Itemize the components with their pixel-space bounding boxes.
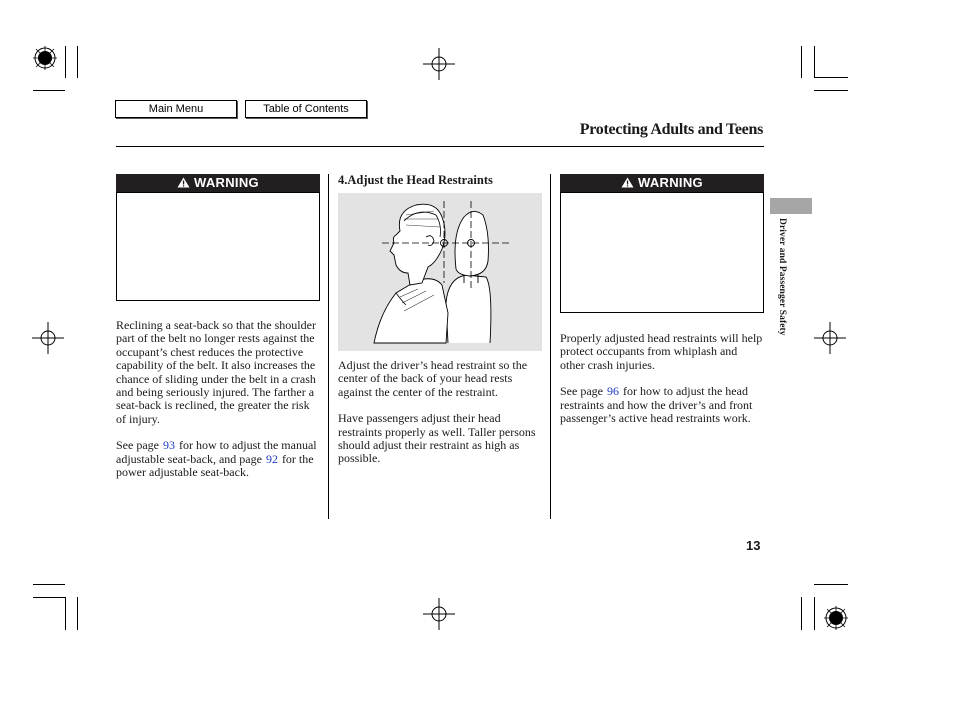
- see-page-text: for how to adjust the manual adjustable seat-back, and page: [116, 438, 317, 466]
- see-page-paragraph: [116, 439, 320, 479]
- warning-label: WARNING: [193, 175, 259, 190]
- warning-label: WARNING: [637, 175, 703, 190]
- page-92-link[interactable]: 92: [265, 451, 278, 466]
- warning-box: [560, 192, 764, 313]
- page-93-link[interactable]: 93: [162, 438, 175, 453]
- header-rule: [116, 146, 764, 147]
- column-1-text: [116, 319, 320, 492]
- recline-warning-paragraph: Reclining a seat-back so that the shoulder part of the belt no longer rests against the occupant’s chest reduces the protective capability of the belt. It also increases the chance of sliding under the belt in a crash and being seriously injured. The farther a seat-back is reclined, the greater the risk of injury.: [116, 318, 316, 426]
- column-divider: [550, 174, 551, 519]
- column-3-text: [560, 332, 764, 438]
- main-menu-button[interactable]: Main Menu: [115, 100, 237, 118]
- page-96-link[interactable]: 96: [606, 384, 619, 399]
- see-page-text: for how to adjust the head restraints and how the driver’s and front passenger’s active head restraints work.: [560, 384, 753, 426]
- see-page-text-end: for the power adjustable seat-back.: [116, 451, 314, 480]
- warning-triangle-icon: [621, 175, 638, 190]
- head-restraint-illustration: [338, 193, 542, 351]
- column-divider: [328, 174, 329, 519]
- see-page-label: See page: [560, 384, 603, 399]
- crosshair-mark-icon: [423, 48, 455, 80]
- head-restraint-drawing: [338, 193, 542, 351]
- whiplash-paragraph: Properly adjusted head restraints will help protect occupants from whiplash and other crash injuries.: [560, 331, 763, 372]
- see-page-label: See page: [116, 438, 159, 453]
- see-page-paragraph: [560, 385, 764, 425]
- registration-mark-icon: [824, 606, 848, 630]
- warning-banner: [116, 174, 320, 192]
- warning-banner: [560, 174, 764, 192]
- crosshair-mark-icon: [423, 598, 455, 630]
- table-of-contents-button[interactable]: Table of Contents: [245, 100, 367, 118]
- adjust-passenger-paragraph: Have passengers adjust their head restraints properly as well. Taller persons should adjust their restraint as high as possible.: [338, 411, 536, 466]
- page-title: Protecting Adults and Teens: [579, 121, 763, 138]
- section-label: Driver and Passenger Safety: [777, 218, 787, 336]
- registration-mark-icon: [33, 46, 57, 70]
- section-heading: 4.Adjust the Head Restraints: [338, 173, 493, 187]
- section-tab: [770, 198, 812, 214]
- page-number: 13: [746, 538, 761, 553]
- adjust-driver-paragraph: Adjust the driver’s head restraint so the center of the back of your head rests against the center of the restraint.: [338, 358, 528, 399]
- crosshair-mark-icon: [32, 322, 64, 354]
- crosshair-mark-icon: [814, 322, 846, 354]
- warning-triangle-icon: [177, 175, 194, 190]
- column-2-text: [338, 359, 542, 479]
- warning-box: [116, 192, 320, 301]
